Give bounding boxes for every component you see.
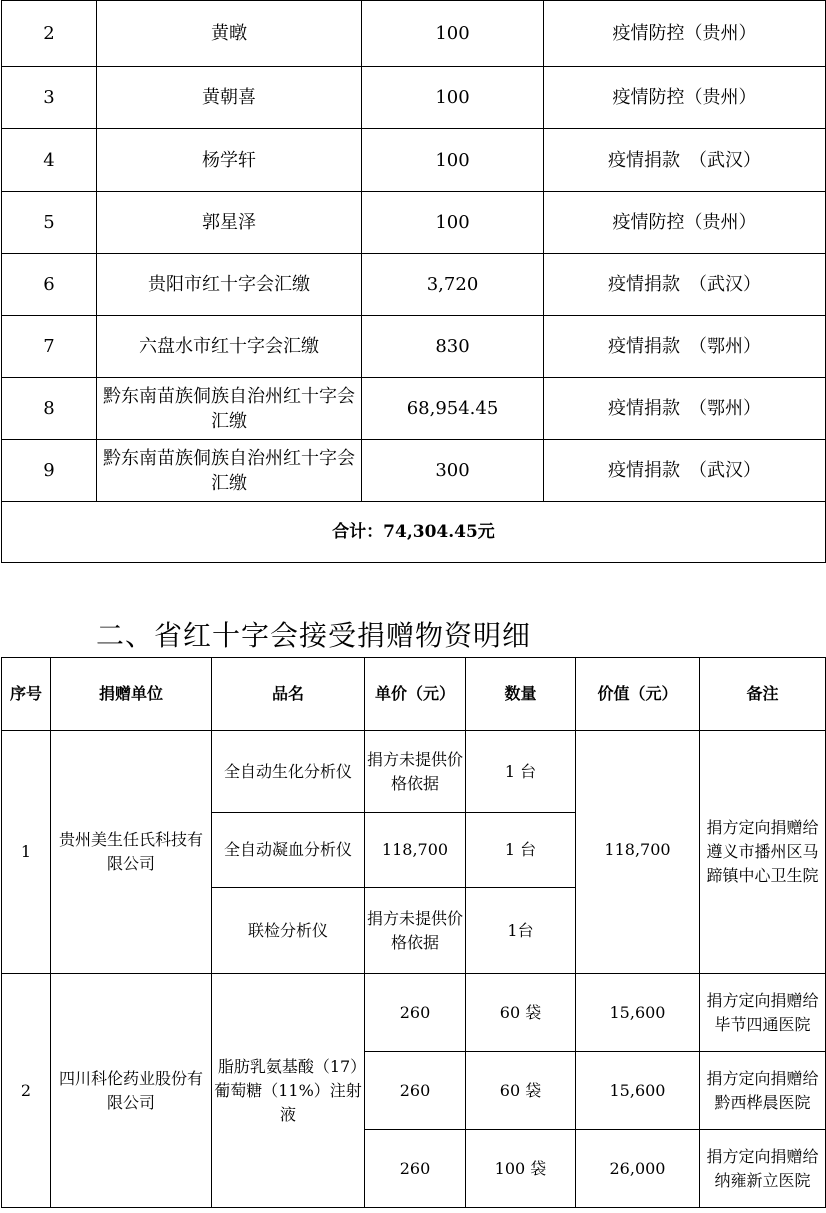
quantity: 100 袋 — [466, 1130, 576, 1208]
table-row — [2, 192, 826, 254]
donation-goods-table — [1, 657, 826, 1208]
note: 捐方定向捐赠给毕节四通医院 — [700, 974, 826, 1052]
row-number: 8 — [2, 378, 97, 440]
unit-price: 260 — [365, 1052, 466, 1130]
table-row — [2, 129, 826, 192]
quantity: 1 台 — [466, 731, 576, 813]
donor-name: 郭星泽 — [97, 192, 362, 254]
quantity: 1 台 — [466, 813, 576, 888]
unit-price: 260 — [365, 1130, 466, 1208]
purpose: 疫情防控（贵州） — [544, 67, 826, 129]
header-note: 备注 — [700, 658, 826, 731]
table-row — [2, 1, 826, 67]
header-item: 品名 — [212, 658, 365, 731]
row-number: 2 — [2, 1, 97, 67]
quantity: 1台 — [466, 888, 576, 974]
purpose: 疫情防控（贵州） — [544, 1, 826, 67]
item-name: 全自动生化分析仪 — [212, 731, 365, 813]
header-donor: 捐赠单位 — [51, 658, 212, 731]
note: 捐方定向捐赠给黔西桦晨医院 — [700, 1052, 826, 1130]
item-name: 全自动凝血分析仪 — [212, 813, 365, 888]
item-name: 联检分析仪 — [212, 888, 365, 974]
purpose: 疫情捐款 （武汉） — [544, 254, 826, 316]
table-row — [2, 974, 826, 1052]
donor-name: 六盘水市红十字会汇缴 — [97, 316, 362, 378]
purpose: 疫情捐款 （武汉） — [544, 440, 826, 502]
table-row — [2, 440, 826, 502]
donation-cash-table — [1, 0, 826, 563]
item-name: 脂肪乳氨基酸（17）葡萄糖（11%）注射液 — [212, 974, 365, 1208]
value: 15,600 — [576, 974, 700, 1052]
donor-name: 贵州美生任氏科技有限公司 — [51, 731, 212, 974]
row-number: 2 — [2, 974, 51, 1208]
amount: 100 — [362, 1, 544, 67]
row-number: 6 — [2, 254, 97, 316]
note: 捐方定向捐赠给遵义市播州区马蹄镇中心卫生院 — [700, 731, 826, 974]
unit-price: 118,700 — [365, 813, 466, 888]
section-title: 二、省红十字会接受捐赠物资明细 — [96, 619, 532, 652]
header-unit-price: 单价（元） — [365, 658, 466, 731]
donor-name: 黔东南苗族侗族自治州红十字会汇缴 — [97, 378, 362, 440]
unit-price: 捐方未提供价格依据 — [365, 888, 466, 974]
amount: 100 — [362, 192, 544, 254]
row-number: 3 — [2, 67, 97, 129]
value-empty — [576, 731, 700, 813]
unit-price: 260 — [365, 974, 466, 1052]
amount: 3,720 — [362, 254, 544, 316]
purpose: 疫情捐款 （鄂州） — [544, 378, 826, 440]
header-row — [2, 658, 826, 731]
unit-price: 捐方未提供价格依据 — [365, 731, 466, 813]
row-number: 4 — [2, 129, 97, 192]
donor-name: 黄暾 — [97, 1, 362, 67]
amount: 830 — [362, 316, 544, 378]
header-no: 序号 — [2, 658, 51, 731]
table-row — [2, 731, 826, 813]
total-row — [2, 502, 826, 563]
table-row — [2, 378, 826, 440]
value: 26,000 — [576, 1130, 700, 1208]
donor-name: 杨学轩 — [97, 129, 362, 192]
row-number: 9 — [2, 440, 97, 502]
donor-name: 黄朝喜 — [97, 67, 362, 129]
note: 捐方定向捐赠给纳雍新立医院 — [700, 1130, 826, 1208]
value: 15,600 — [576, 1052, 700, 1130]
quantity: 60 袋 — [466, 974, 576, 1052]
donor-name: 贵阳市红十字会汇缴 — [97, 254, 362, 316]
amount: 100 — [362, 129, 544, 192]
amount: 100 — [362, 67, 544, 129]
amount: 300 — [362, 440, 544, 502]
row-number: 1 — [2, 731, 51, 974]
table-row — [2, 254, 826, 316]
total-amount: 合计：74,304.45元 — [2, 502, 826, 563]
purpose: 疫情捐款 （武汉） — [544, 129, 826, 192]
row-number: 7 — [2, 316, 97, 378]
header-value: 价值（元） — [576, 658, 700, 731]
amount: 68,954.45 — [362, 378, 544, 440]
purpose: 疫情防控（贵州） — [544, 192, 826, 254]
table-row — [2, 316, 826, 378]
header-quantity: 数量 — [466, 658, 576, 731]
value-empty — [576, 888, 700, 974]
donor-name: 四川科伦药业股份有限公司 — [51, 974, 212, 1208]
table-row — [2, 67, 826, 129]
quantity: 60 袋 — [466, 1052, 576, 1130]
value: 118,700 — [576, 813, 700, 888]
row-number: 5 — [2, 192, 97, 254]
donor-name: 黔东南苗族侗族自治州红十字会汇缴 — [97, 440, 362, 502]
purpose: 疫情捐款 （鄂州） — [544, 316, 826, 378]
